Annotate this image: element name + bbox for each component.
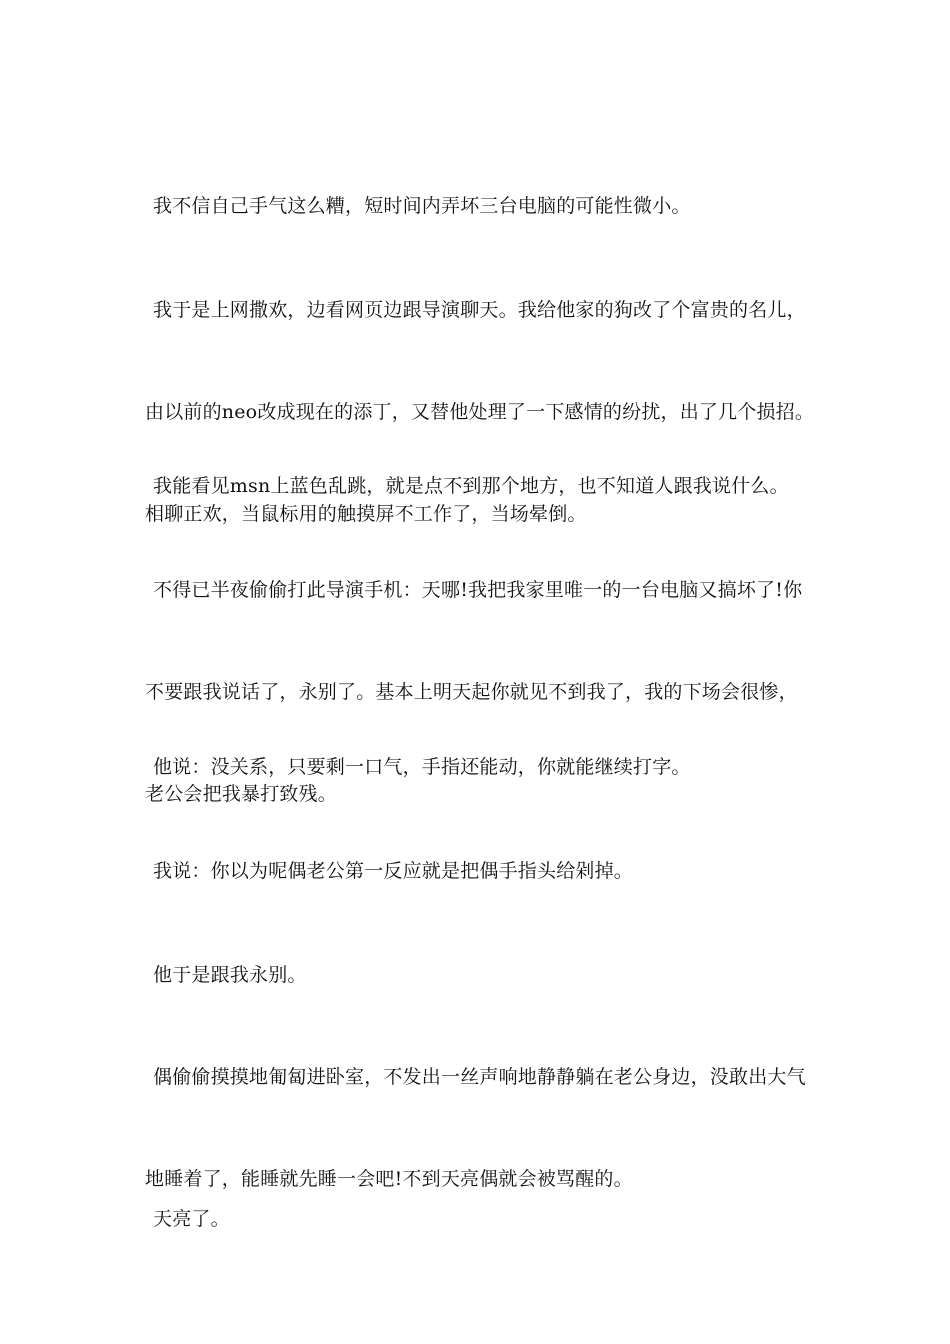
text-line: 我能看见msn上蓝色乱跳，就是点不到那个地方，也不知道人跟我说什么。 [153, 475, 789, 497]
text-line: 由以前的neo改成现在的添丁，又替他处理了一下感情的纷扰，出了几个损招。 [145, 401, 815, 423]
text-line: 偶偷偷摸摸地匍匐进卧室，不发出一丝声响地静静躺在老公身边，没敢出大气 [153, 1066, 806, 1088]
text-line: 他说：没关系，只要剩一口气，手指还能动，你就能继续打字。 [153, 756, 691, 778]
text-line: 地睡着了，能睡就先睡一会吧!不到天亮偶就会被骂醒的。 [145, 1168, 633, 1190]
text-line: 不得已半夜偷偷打此导演手机：天哪!我把我家里唯一的一台电脑又搞坏了!你 [153, 579, 803, 601]
text-line: 我于是上网撒欢，边看网页边跟导演聊天。我给他家的狗改了个富贵的名儿， [153, 299, 806, 321]
text-line: 相聊正欢，当鼠标用的触摸屏不工作了，当场晕倒。 [145, 503, 587, 525]
text-line: 老公会把我暴打致残。 [145, 783, 338, 805]
text-line: 不要跟我说话了，永别了。基本上明天起你就见不到我了，我的下场会很惨， [145, 681, 798, 703]
paragraph-9 [145, 1134, 815, 1304]
text-line: 我不信自己手气这么糟，短时间内弄坏三台电脑的可能性微小。 [153, 195, 691, 217]
text-line: 我说：你以为呢偶老公第一反应就是把偶手指头给剁掉。 [153, 860, 634, 882]
text-line: 天亮了。 [153, 1208, 230, 1230]
text-line: 他于是跟我永别。 [153, 964, 307, 986]
